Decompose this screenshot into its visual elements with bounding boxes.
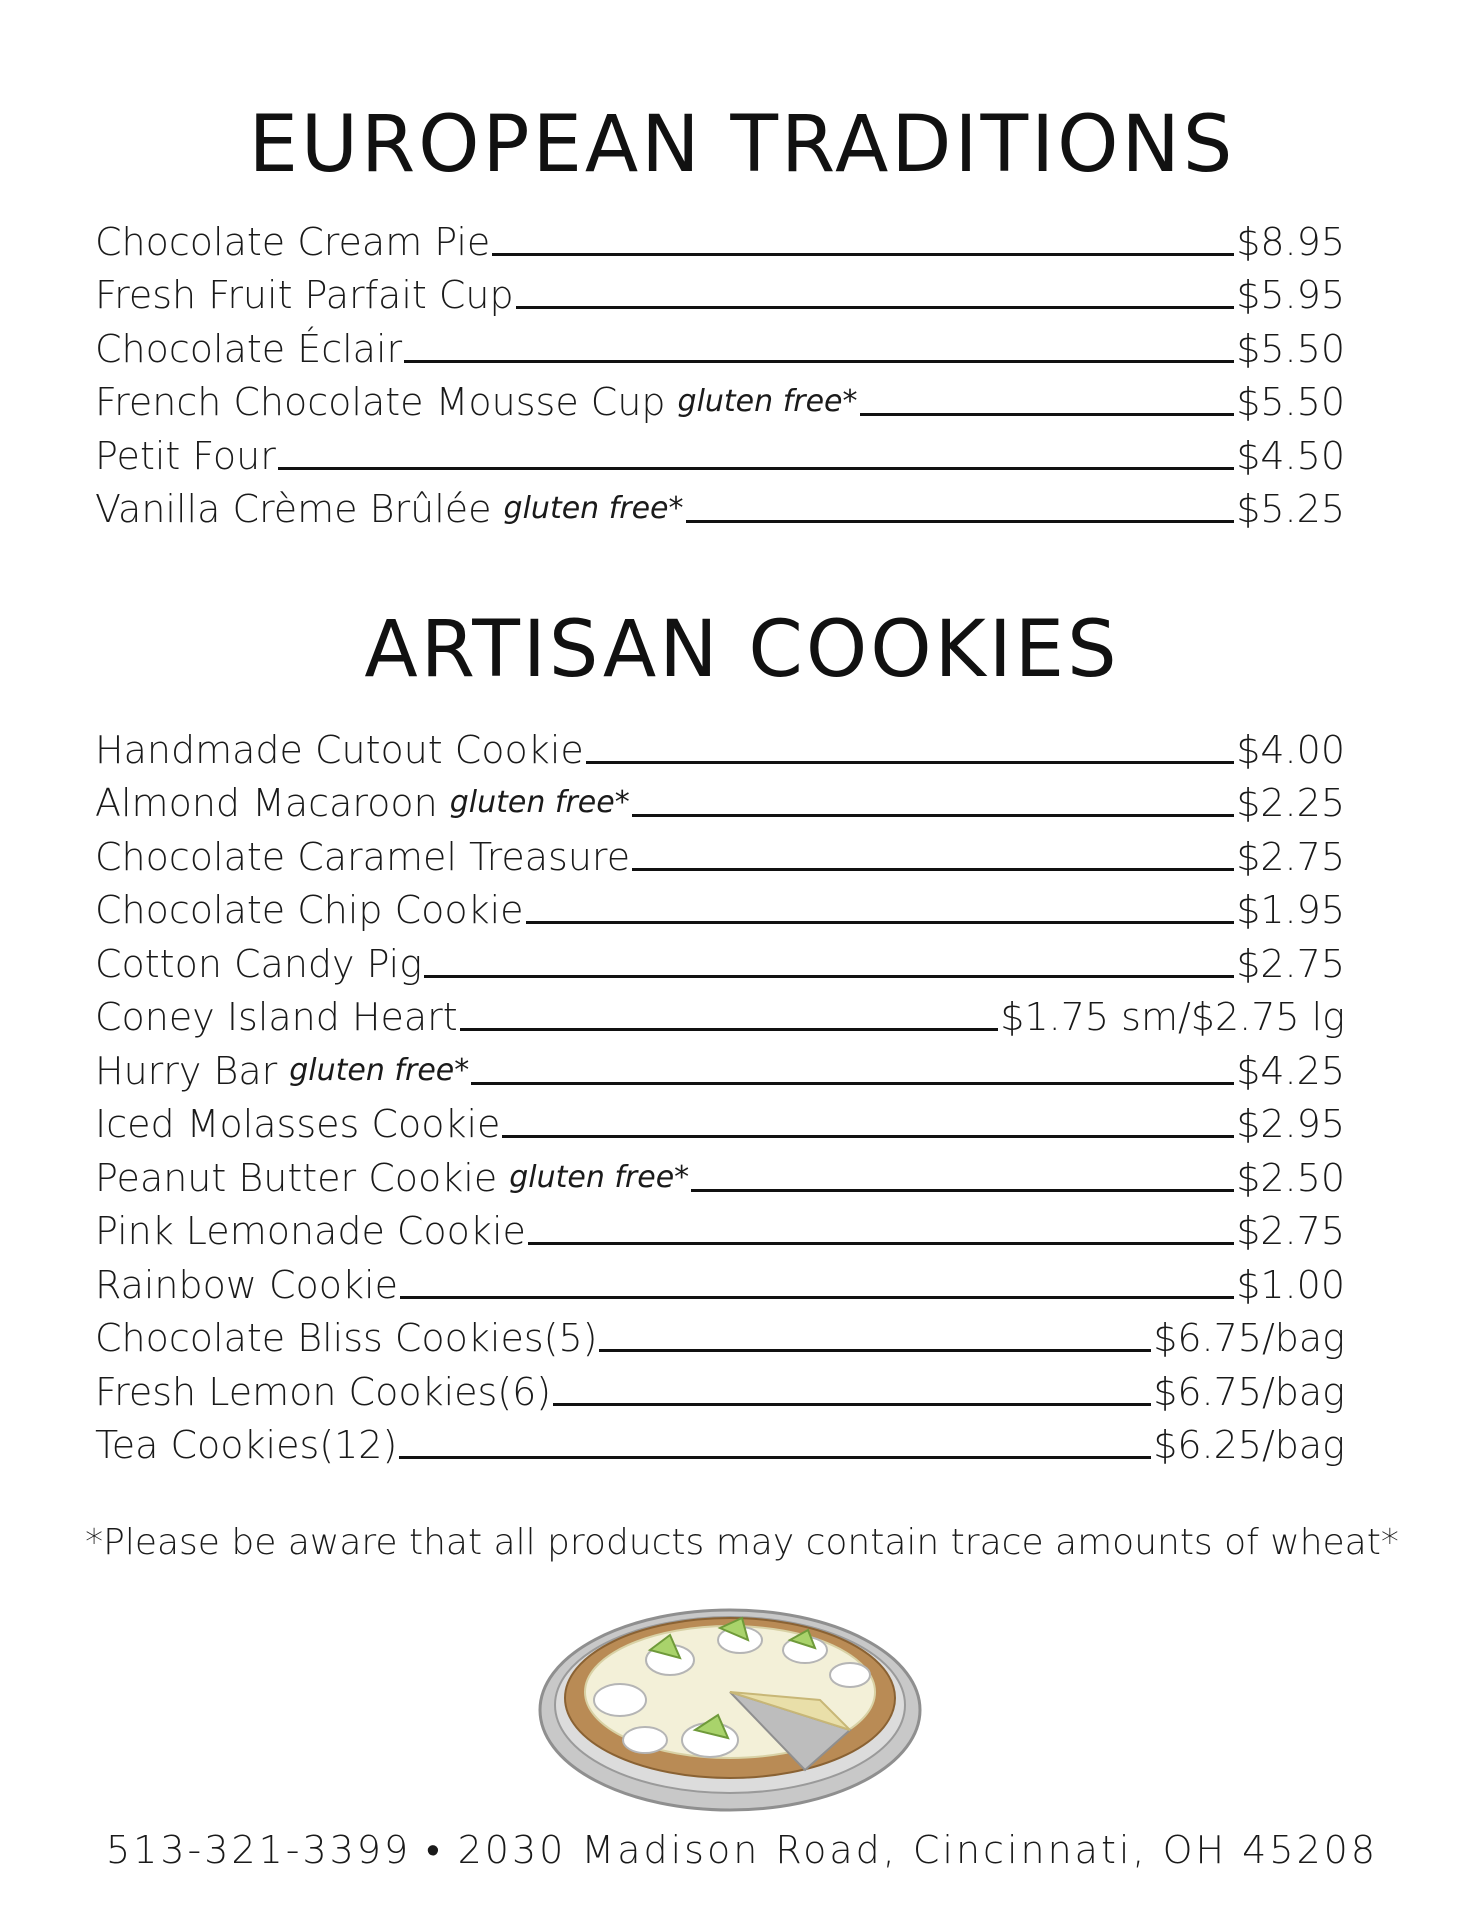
- dotted-leader-line: [400, 1296, 1234, 1299]
- menu-item: [95, 210, 1345, 264]
- menu-item: [95, 932, 1345, 986]
- dotted-leader-line: [632, 814, 1234, 817]
- menu-item-price: $5.50: [1236, 326, 1345, 371]
- menu-item: [95, 1093, 1345, 1147]
- menu-item-price: $1.00: [1236, 1262, 1345, 1307]
- dotted-leader-line: [502, 1135, 1234, 1138]
- menu-item: [95, 825, 1345, 879]
- menu-item: [95, 718, 1345, 772]
- menu-item: [95, 1200, 1345, 1254]
- menu-item-name: Almond Macaroon: [95, 781, 438, 825]
- menu-item-name: Fresh Lemon Cookies(6): [95, 1369, 552, 1414]
- dotted-leader-line: [586, 761, 1234, 764]
- menu-item-name: Chocolate Cream Pie: [95, 219, 491, 264]
- menu-item: [95, 317, 1345, 371]
- menu-item-price: $2.25: [1236, 781, 1345, 825]
- menu-item-price: $1.95: [1236, 888, 1345, 932]
- menu-item: [95, 1253, 1345, 1307]
- gluten-free-note: gluten free*: [289, 1052, 470, 1088]
- dotted-leader-line: [471, 1082, 1234, 1085]
- footer-contact-info: 513-321-3399 • 2030 Madison Road, Cincinnati, OH 45208: [105, 1828, 1379, 1872]
- menu-item-name: Chocolate Caramel Treasure: [95, 834, 631, 879]
- menu-artisan-cookies: [95, 718, 1345, 1467]
- menu-item: [95, 986, 1345, 1040]
- menu-item: [95, 772, 1345, 826]
- dotted-leader-line: [528, 1242, 1234, 1245]
- gluten-free-note: gluten free*: [449, 785, 630, 820]
- menu-item-name: Chocolate Bliss Cookies(5): [95, 1316, 598, 1360]
- dotted-leader-line: [691, 1189, 1234, 1192]
- dotted-leader-line: [599, 1349, 1151, 1352]
- menu-item-price: $6.25/bag: [1153, 1423, 1345, 1467]
- dotted-leader-line: [492, 253, 1234, 256]
- menu-item: [95, 1307, 1345, 1361]
- menu-item-price: $1.75 sm/$2.75 lg: [1000, 995, 1345, 1039]
- menu-european-traditions: [95, 210, 1345, 531]
- dotted-leader-line: [404, 360, 1234, 363]
- menu-item-price: $2.75: [1236, 1209, 1345, 1253]
- dotted-leader-line: [278, 467, 1234, 470]
- menu-item-name: Chocolate Chip Cookie: [95, 888, 524, 932]
- menu-item-price: $5.50: [1236, 380, 1345, 424]
- menu-item: [95, 1146, 1345, 1200]
- menu-item-price: $5.25: [1236, 487, 1345, 531]
- menu-item: [95, 1039, 1345, 1093]
- menu-item-name: Hurry Bar: [95, 1048, 278, 1093]
- gluten-free-note: gluten free*: [677, 384, 858, 419]
- menu-item-price: $2.50: [1236, 1155, 1345, 1200]
- menu-item-price: $8.95: [1236, 219, 1345, 264]
- menu-item-name: Fresh Fruit Parfait Cup: [95, 273, 514, 317]
- menu-item-price: $5.95: [1236, 273, 1345, 317]
- menu-item: [95, 478, 1345, 532]
- menu-item-price: $2.75: [1236, 941, 1345, 986]
- dotted-leader-line: [526, 921, 1235, 924]
- dotted-leader-line: [860, 413, 1235, 416]
- menu-item-price: $4.00: [1236, 727, 1345, 772]
- menu-item-name: French Chocolate Mousse Cup: [95, 380, 666, 424]
- menu-item-price: $6.75/bag: [1153, 1316, 1345, 1360]
- menu-item: [95, 264, 1345, 318]
- menu-item: [95, 1414, 1345, 1468]
- menu-item-name: Petit Four: [95, 433, 276, 478]
- key-lime-pie-icon: [530, 1580, 930, 1820]
- menu-item-name: Peanut Butter Cookie: [95, 1155, 498, 1200]
- dotted-leader-line: [553, 1403, 1151, 1406]
- wheat-disclaimer: *Please be aware that all products may contain trace amounts of wheat*: [85, 1522, 1399, 1563]
- menu-item-name: Iced Molasses Cookie: [95, 1102, 501, 1146]
- menu-item-name: Chocolate Éclair: [95, 326, 403, 371]
- menu-item-price: $6.75/bag: [1153, 1369, 1345, 1414]
- section-title-european-traditions: EUROPEAN TRADITIONS: [248, 100, 1236, 190]
- dotted-leader-line: [516, 306, 1235, 309]
- menu-item-price: $2.95: [1236, 1102, 1345, 1146]
- menu-item-name: Handmade Cutout Cookie: [95, 727, 584, 772]
- menu-item: [95, 879, 1345, 933]
- menu-item: [95, 424, 1345, 478]
- gluten-free-note: gluten free*: [509, 1159, 690, 1195]
- menu-item: [95, 1360, 1345, 1414]
- dotted-leader-line: [399, 1456, 1151, 1459]
- menu-item-name: Vanilla Crème Brûlée: [95, 487, 492, 531]
- menu-item-name: Rainbow Cookie: [95, 1262, 398, 1307]
- menu-item-name: Pink Lemonade Cookie: [95, 1209, 526, 1253]
- menu-item-price: $4.25: [1236, 1048, 1345, 1093]
- dotted-leader-line: [686, 520, 1235, 523]
- menu-item-name: Cotton Candy Pig: [95, 941, 423, 986]
- dotted-leader-line: [424, 975, 1234, 978]
- menu-item-name: Coney Island Heart: [95, 995, 458, 1039]
- menu-item: [95, 371, 1345, 425]
- dotted-leader-line: [632, 868, 1234, 871]
- dotted-leader-line: [460, 1028, 999, 1031]
- menu-item-name: Tea Cookies(12): [95, 1423, 398, 1467]
- gluten-free-note: gluten free*: [503, 491, 684, 526]
- menu-item-price: $4.50: [1236, 433, 1345, 478]
- section-title-artisan-cookies: ARTISAN COOKIES: [364, 605, 1120, 695]
- menu-item-price: $2.75: [1236, 834, 1345, 879]
